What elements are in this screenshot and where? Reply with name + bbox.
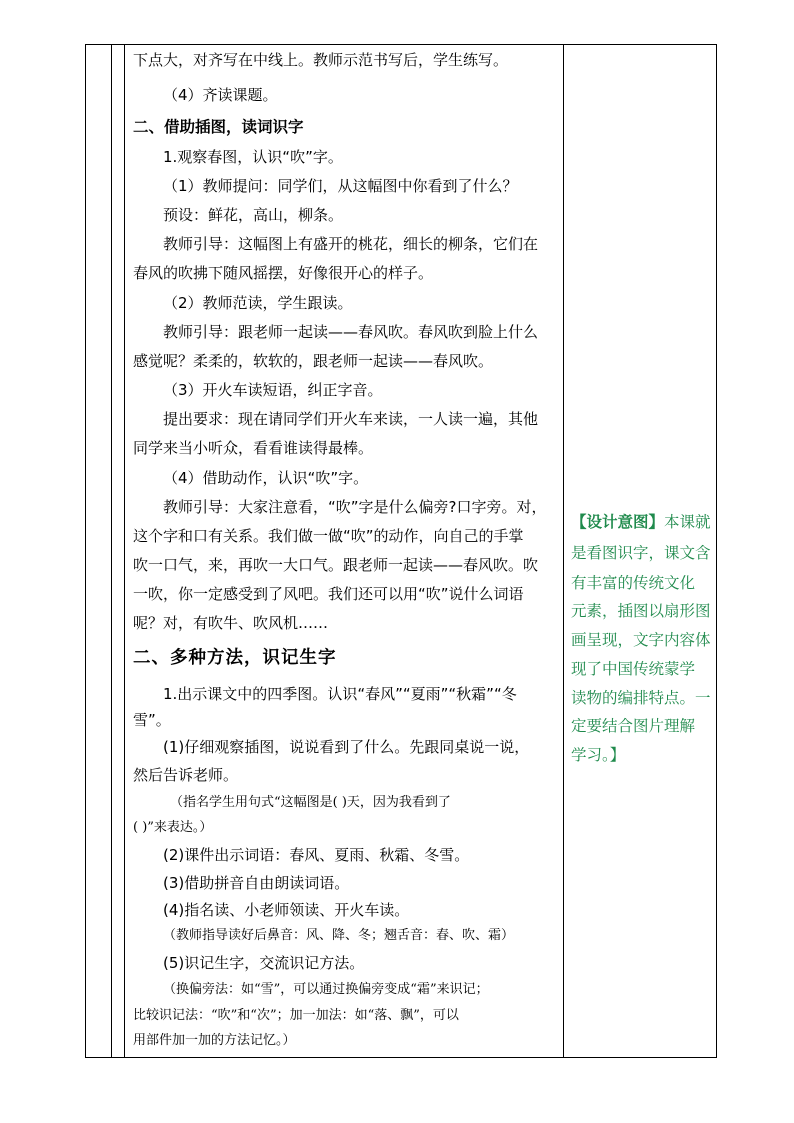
- text-line: (5)识记生字，交流识记方法。: [163, 954, 365, 972]
- text-line: 同学来当小听众，看看谁读得最棒。: [133, 439, 374, 457]
- text-line: 1.出示课文中的四季图。认识“春风”“夏雨”“秋霜”“冬: [163, 685, 517, 703]
- text-line: (3)借助拼音自由朗读词语。: [163, 874, 350, 892]
- design-intent-line: 定要结合图片理解: [571, 717, 696, 735]
- text-line: 提出要求：现在请同学们开火车来读，一人读一遍，其他: [163, 410, 539, 428]
- design-intent-line: 有丰富的传统文化: [571, 574, 696, 592]
- text-line: 雪”。: [133, 711, 171, 729]
- text-line: 教师引导：大家注意看，“吹”字是什么偏旁?口字旁。对，: [163, 498, 547, 516]
- text-line: 1.观察春图，认识“吹”字。: [163, 148, 343, 166]
- design-intent-line: [571, 512, 715, 532]
- note-line: （换偏旁法：如“雪”，可以通过换偏旁变成“霜”来识记；: [163, 982, 489, 997]
- text-line: 下点大，对齐写在中线上。教师示范书写后，学生练写。: [133, 51, 509, 69]
- text-line: 教师引导：这幅图上有盛开的桃花，细长的柳条，它们在: [163, 235, 539, 253]
- design-intent-label: 【设计意图】: [571, 513, 665, 531]
- text-line: 春风的吹拂下随风摇摆，好像很开心的样子。: [133, 264, 434, 282]
- column-divider: [124, 45, 125, 1057]
- text-line: (2)课件出示词语：春风、夏雨、秋霜、冬雪。: [163, 846, 470, 864]
- design-intent-text: 本课就: [664, 513, 711, 531]
- note-line: ( )”来表达。）: [133, 820, 213, 835]
- text-line: 呢？对，有吹牛、吹风机……: [133, 614, 329, 632]
- text-line: 感觉呢？柔柔的，软软的，跟老师一起读——春风吹。: [133, 352, 494, 370]
- note-line: 用部件加一加的方法记忆。）: [133, 1033, 296, 1048]
- design-intent-line: 现了中国传统蒙学: [571, 660, 696, 678]
- column-divider: [111, 45, 112, 1057]
- design-intent-line: 画呈现，文字内容体: [571, 631, 711, 649]
- text-line: （4）齐读课题。: [163, 86, 278, 104]
- column-divider: [563, 45, 564, 1057]
- text-line: （1）教师提问：同学们，从这幅图中你看到了什么？: [163, 177, 518, 195]
- text-line: (1)仔细观察插图，说说看到了什么。先跟同桌说一说，: [163, 738, 530, 756]
- text-line: 预设：鲜花，高山，柳条。: [163, 206, 344, 224]
- design-intent-line: 读物的编排特点。一: [571, 689, 711, 707]
- text-line: 吹一口气，来，再吹一大口气。跟老师一起读——春风吹。吹: [133, 556, 539, 574]
- note-line: 比较识记法：“吹”和“次”；加一加法：如“落、飘”，可以: [133, 1008, 459, 1023]
- text-line: （2）教师范读，学生跟读。: [163, 294, 353, 312]
- text-line: (4)指名读、小老师领读、开火车读。: [163, 901, 410, 919]
- section-heading: 二、借助插图，读词识字: [133, 118, 304, 136]
- design-intent-line: 元素，插图以扇形图: [571, 602, 711, 620]
- text-line: 然后告诉老师。: [133, 766, 239, 784]
- design-intent-line: 学习。】: [571, 746, 626, 764]
- note-line: （教师指导读好后鼻音：风、降、冬；翘舌音：春、吹、霜）: [163, 928, 515, 943]
- text-line: 教师引导：跟老师一起读——春风吹。春风吹到脸上什么: [163, 323, 539, 341]
- text-line: （4）借助动作，认识“吹”字。: [163, 469, 369, 487]
- text-line: 这个字和口有关系。我们做一做“吹”的动作，向自己的手掌: [133, 527, 524, 545]
- text-line: 一吹，你一定感受到了风吧。我们还可以用“吹”说什么词语: [133, 585, 524, 603]
- section-heading: 二、多种方法，识记生字: [133, 648, 337, 668]
- design-intent-line: 是看图识字，课文含: [571, 544, 711, 562]
- note-line: （指名学生用句式“这幅图是( )天，因为我看到了: [170, 795, 451, 810]
- text-line: （3）开火车读短语，纠正字音。: [163, 381, 383, 399]
